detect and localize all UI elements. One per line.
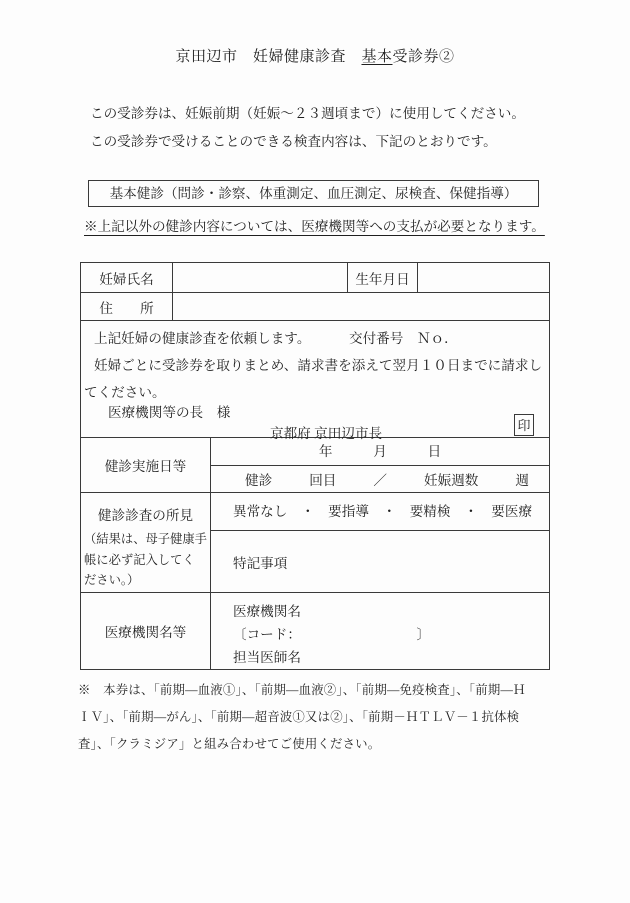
birthdate-label: 生年月日 <box>348 263 418 292</box>
findings-label-cell <box>81 493 211 592</box>
row-request-block <box>81 321 549 441</box>
voucher-form-table <box>80 262 550 670</box>
date-fill-line: 年 月 日 <box>211 438 549 466</box>
addressee-line: 医療機関等の長 様 <box>108 405 231 420</box>
request-body-line-2: てください。 <box>84 385 166 400</box>
seal-box: 印 <box>514 414 534 436</box>
findings-note-line-2: 帳に必ず記入してく <box>84 552 195 567</box>
title-city-and-program: 京田辺市 妊婦健康診査 <box>175 49 362 65</box>
slash-separator: ／ <box>373 473 387 488</box>
name-label: 妊婦氏名 <box>81 263 173 292</box>
remarks-label: 特記事項 <box>233 555 288 571</box>
address-input-cell <box>173 293 549 320</box>
row-exam-date <box>81 438 549 493</box>
intro-line-2: この受診券で受けることのできる検査内容は、下記のとおりです。 <box>90 134 497 149</box>
visit-count-suffix: 回目 <box>309 473 337 488</box>
title-underlined-word: 基本 <box>361 49 393 65</box>
row-findings <box>81 493 549 593</box>
issuer-line: 京都府 京田辺市長 <box>270 426 383 441</box>
findings-options: 異常なし ・ 要指導 ・ 要精検 ・ 要医療 <box>211 493 549 531</box>
row-institution <box>81 593 549 669</box>
institution-code-line: 〔コード： 〕 <box>233 627 431 642</box>
footnote-line-2: ＩＶ」、「前期―がん」、「前期―超音波①又は②」、「前期－ＨＴＬＶ－１抗体検 <box>78 710 520 724</box>
institution-label: 医療機関名等 <box>81 593 211 669</box>
issue-number-label: 交付番号 Ｎｏ． <box>349 331 458 346</box>
weeks-unit: 週 <box>515 473 529 488</box>
findings-note-line-3: ださい。） <box>84 573 140 587</box>
title-voucher-number: 受診券② <box>392 49 455 65</box>
findings-fields <box>211 493 549 592</box>
birthdate-input-cell <box>418 263 549 292</box>
pregnancy-weeks-label: 妊娠週数 <box>424 473 479 488</box>
row-name-birthdate <box>81 263 549 293</box>
exam-date-label: 健診実施日等 <box>81 438 211 492</box>
institution-fields <box>211 593 549 669</box>
intro-paragraph <box>90 100 525 156</box>
footnote-line-3: 査」、「クラミジア」と組み合わせてご使用ください。 <box>78 737 381 751</box>
combination-footnote <box>78 677 526 758</box>
findings-note <box>81 529 210 591</box>
row-address <box>81 293 549 321</box>
findings-note-line-1: （結果は、母子健康手 <box>84 532 207 546</box>
visit-count-line <box>211 466 549 492</box>
exam-date-fields <box>211 438 549 492</box>
institution-name-line: 医療機関名 <box>233 604 301 619</box>
intro-line-1: この受診券は、妊娠前期（妊娠～２３週頃まで）に使用してください。 <box>90 106 525 121</box>
address-label: 住 所 <box>81 293 173 320</box>
doctor-name-line: 担当医師名 <box>233 650 301 665</box>
exam-content-box: 基本健診（問診・診察、体重測定、血圧測定、尿検査、保健指導） <box>88 180 539 207</box>
remarks-cell <box>211 531 549 592</box>
request-body-line-1: 妊婦ごとに受診券を取りまとめ、請求書を添えて翌月１０日までに請求し <box>94 358 543 373</box>
payment-note: ※上記以外の健診内容については、医療機関等への支払が必要となります。 <box>84 219 545 234</box>
page-title <box>0 45 630 66</box>
visit-prefix: 健診 <box>245 473 273 488</box>
request-intro-text: 上記妊婦の健康診査を依頼します。 <box>94 331 311 346</box>
footnote-line-1: ※ 本券は、「前期―血液①」、「前期―血液②」、「前期―免疫検査」、「前期―Ｈ <box>78 683 526 697</box>
findings-label: 健診診査の所見 <box>97 508 194 523</box>
name-input-cell <box>173 263 348 292</box>
